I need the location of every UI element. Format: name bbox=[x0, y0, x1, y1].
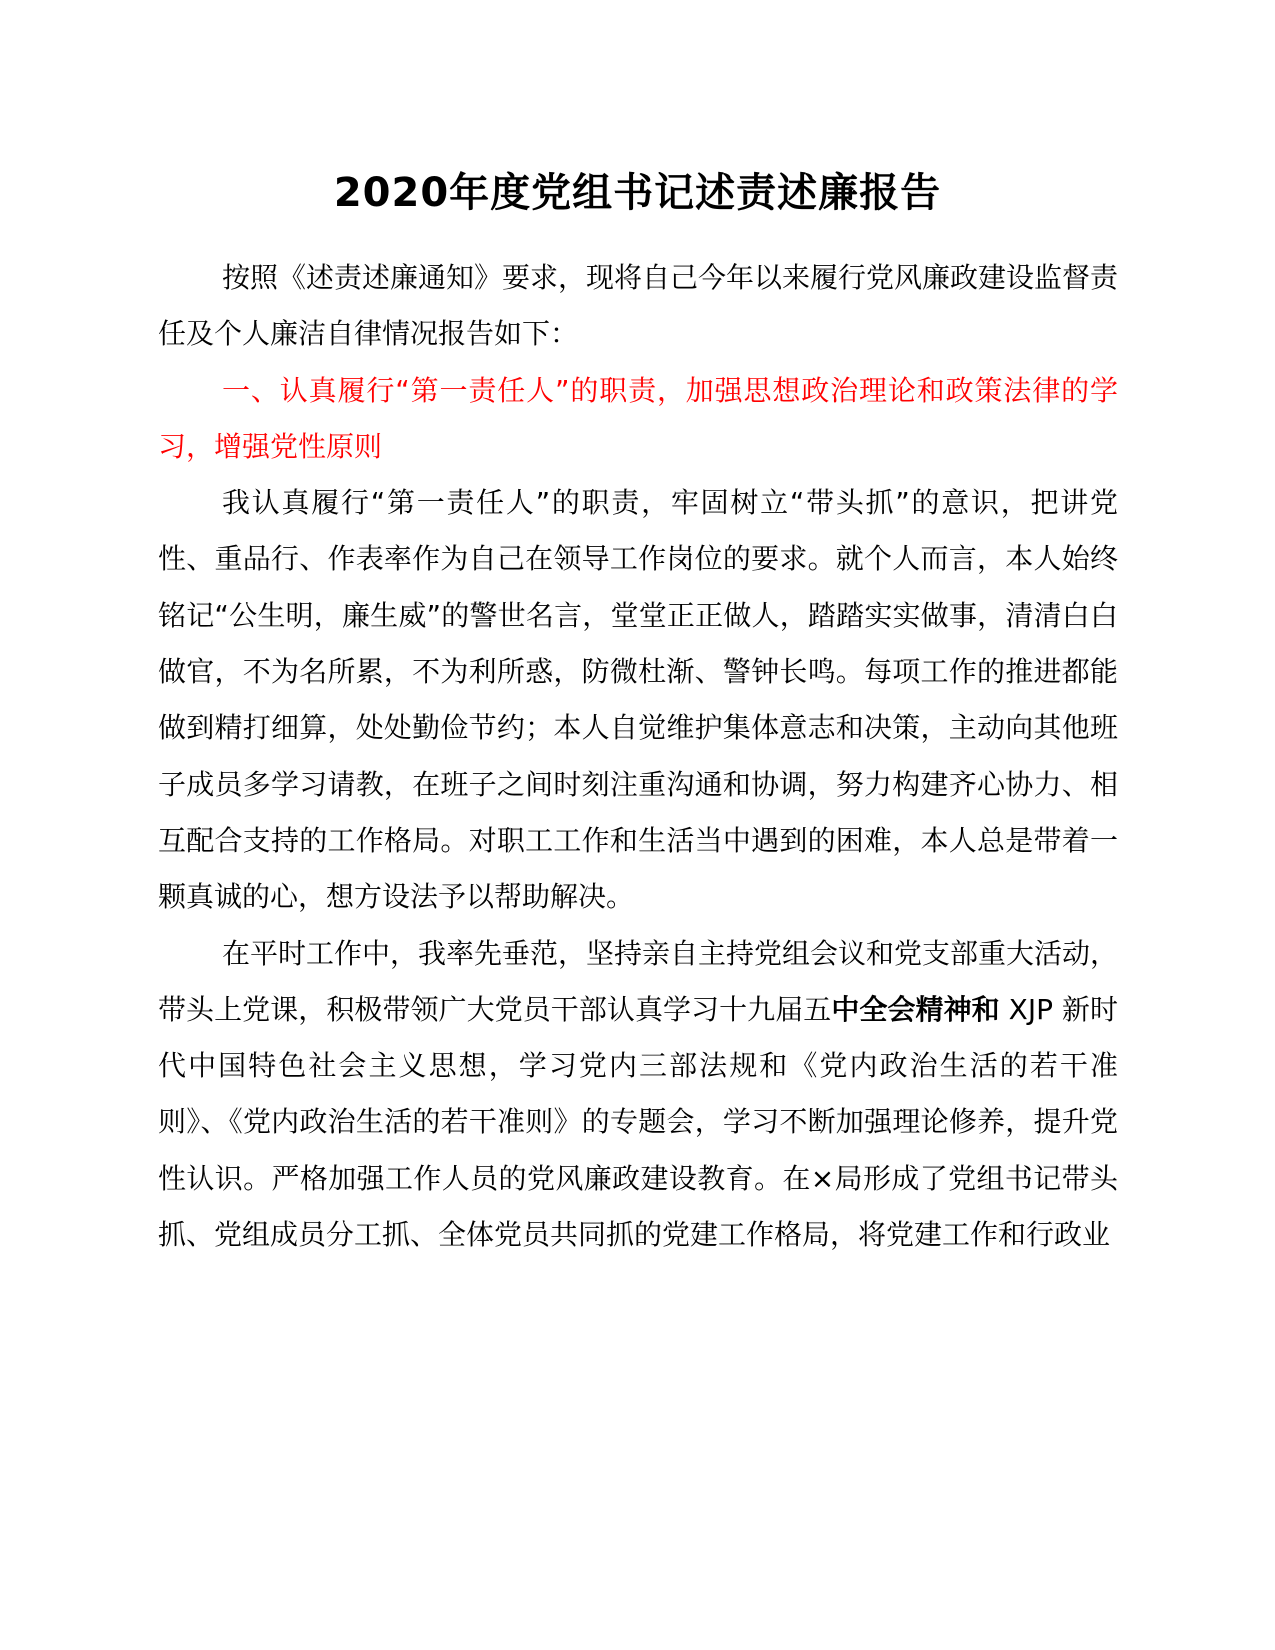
section-1-paragraph-1: 我认真履行“第一责任人”的职责，牢固树立“带头抓”的意识，把讲党性、重品行、作表率作为自己在领导工作岗位的要求。就个人而言，本人始终铭记“公生明，廉生威”的警世名言，堂堂正正做人，踏踏实实做事，清清白白做官，不为名所累，不为利所惑，防微杜渐、警钟长鸣。每项工作的推进都能做到精打细算，处处勤俭节约；本人自觉维护集体意志和决策，主动向其他班子成员多学习请教，在班子之间时刻注重沟通和协调，努力构建齐心协力、相互配合支持的工作格局。对职工工作和生活当中遇到的困难，本人总是带着一颗真诚的心，想方设法予以帮助解决。 bbox=[158, 486, 1118, 914]
document-body bbox=[158, 250, 1118, 1263]
intro-paragraph: 按照《述责述廉通知》要求，现将自己今年以来履行党风廉政建设监督责任及个人廉洁自律情况报告如下： bbox=[158, 261, 1119, 351]
document-title: 2020年度党组书记述责述廉报告 bbox=[333, 170, 942, 216]
paragraph-2-text-a: 在平时工作中，我率先垂范，坚持亲自主持党组会议和党支部重大活动，带头上党课，积极带领广大党员干部认真学习十九届五 bbox=[158, 936, 1119, 1026]
paragraph-2-text-b: XJP 新时代中国特色社会主义思想，学习党内三部法规和《党内政治生活的若干准则》、《党内政治生活的若干准则》的专题会，学习不断加强理论修养，提升党性认识。严格加强工作人员的党风廉政建设教育。在×局形成了党组书记带头抓、党组成员分工抓、全体党员共同抓的党建工作格局，将党建工作和行政业 bbox=[158, 992, 1118, 1252]
section-1-heading: 一、认真履行“第一责任人”的职责，加强思想政治理论和政策法律的学习，增强党性原则 bbox=[158, 373, 1118, 463]
paragraph-2-bold-text: 中全会精神和 bbox=[831, 992, 1000, 1026]
section-1-paragraph-2 bbox=[158, 926, 1118, 1264]
